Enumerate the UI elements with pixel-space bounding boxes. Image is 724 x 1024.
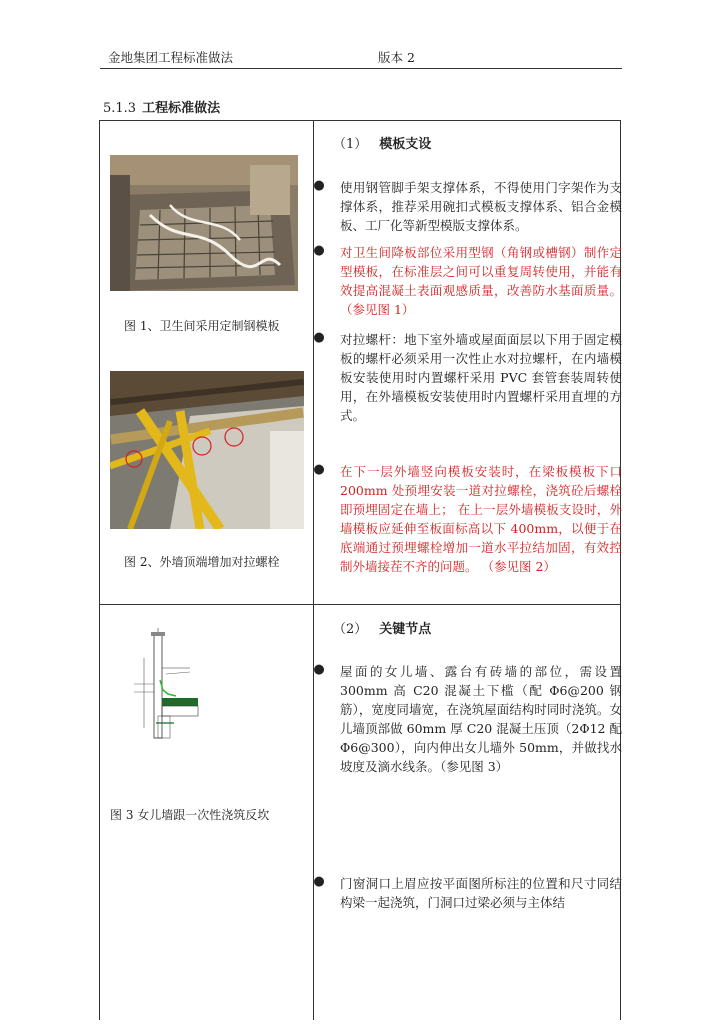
header-divider <box>100 68 622 69</box>
figure-2-caption: 图 2、外墙顶端增加对拉螺栓 <box>124 555 280 569</box>
block1-item-1: 使用钢管脚手架支撑体系，不得使用门字架作为支撑体系，推荐采用碗扣式模板支撑体系、铝合金模板、工厂化等新型模版支撑体系。 <box>340 180 622 233</box>
bullet-3: ● <box>313 330 325 345</box>
figure-3-drawing <box>130 628 200 742</box>
block2-heading-text: 关键节点 <box>379 622 432 637</box>
block2-item-2: 门窗洞口上眉应按平面图所标注的位置和尺寸同结构梁一起浇筑，门洞口过梁必须与主体结 <box>340 876 622 910</box>
figure-1-photo <box>110 155 298 291</box>
header-org: 金地集团工程标准做法 <box>108 50 234 65</box>
block1-item-2: 对卫生间降板部位采用型钢（角钢或槽钢）制作定型模板，在标准层之间可以重复周转使用，并能有效提高混凝土表面观感质量，改善防水基面质量。（参见图 1） <box>340 245 622 317</box>
block1-item-4: 在下一层外墙竖向模板安装时，在梁板模板下口 200mm 处预埋安装一道对拉螺栓，浇筑砼后螺栓即预埋固定在墙上； 在上一层外墙模板支设时，外墙模板应延伸至板面标高以下 400mm，以便于在底端通过预埋螺栓增加一道水平拉结加固，有效控制外墙接茬不齐的问题。 （参见图 2） <box>340 464 622 574</box>
block1-heading-text: 模板支设 <box>379 137 432 152</box>
figure-1-caption: 图 1、卫生间采用定制钢模板 <box>124 319 280 333</box>
bullet-6: ● <box>313 874 325 889</box>
section-title <box>103 97 220 116</box>
block1-heading-num: （1） <box>333 137 368 152</box>
block1-heading <box>333 133 431 152</box>
bullet-5: ● <box>313 662 325 677</box>
page-header <box>100 48 620 68</box>
section-title-text: 工程标准做法 <box>142 101 221 116</box>
block2-item-1: 屋面的女儿墙、露台有砖墙的部位，需设置 300mm 高 C20 混凝土下槛（配 Φ6@200 钢筋），宽度同墙宽，在浇筑屋面结构时同时浇筑。女儿墙顶部做 60mm 厚 C20 混凝土压顶（2Φ12 配 Φ6@300），向内伸出女儿墙外 50mm，并做找水坡度及滴水线条。（参见图 3） <box>340 664 622 774</box>
header-version: 版本 2 <box>378 50 415 65</box>
figure-2-photo <box>110 371 304 529</box>
bullet-4: ● <box>313 462 325 477</box>
section-number: 5.1.3 <box>103 101 137 116</box>
block1-item-3: 对拉螺杆：地下室外墙或屋面面层以下用于固定模板的螺杆必须采用一次性止水对拉螺杆，在内墙模板安装使用时内置螺杆采用 PVC 套管套装周转使用，在外墙模板安装使用时内置螺杆采用直埋的方式。 <box>340 332 622 423</box>
block2-heading-num: （2） <box>333 622 368 637</box>
bullet-1: ● <box>313 178 325 193</box>
bullet-2: ● <box>313 243 325 258</box>
figure-3-caption: 图 3 女儿墙跟一次性浇筑反坎 <box>110 808 270 822</box>
block2-heading <box>333 618 431 637</box>
table-row-divider <box>99 604 621 605</box>
